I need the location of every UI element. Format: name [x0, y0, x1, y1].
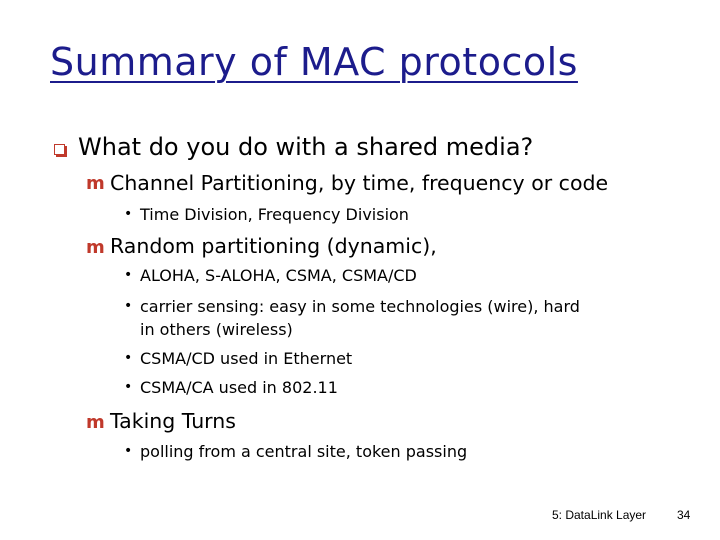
dot-bullet-icon: • — [124, 298, 133, 314]
sub-bullet-icon: m — [86, 173, 105, 194]
square-bullet-icon — [54, 144, 65, 155]
dot-bullet-icon: • — [124, 443, 133, 459]
section-heading-channel: Channel Partitioning, by time, frequency or code — [110, 171, 609, 195]
list-item: ALOHA, S-ALOHA, CSMA, CSMA/CD — [140, 266, 417, 285]
section-heading-random: Random partitioning (dynamic), — [110, 234, 437, 258]
dot-bullet-icon: • — [124, 379, 133, 395]
list-item: CSMA/CA used in 802.11 — [140, 378, 338, 397]
sub-bullet-icon: m — [86, 412, 105, 433]
list-item: polling from a central site, token passing — [140, 442, 468, 461]
dot-bullet-icon: • — [124, 350, 133, 366]
list-item: CSMA/CD used in Ethernet — [140, 349, 353, 368]
dot-bullet-icon: • — [124, 206, 133, 222]
list-item-continuation: in others (wireless) — [140, 320, 293, 339]
sub-bullet-icon: m — [86, 237, 105, 258]
dot-bullet-icon: • — [124, 267, 133, 283]
page-number: 34 — [677, 508, 691, 522]
slide-title: Summary of MAC protocols — [50, 40, 578, 84]
footer-label: 5: DataLink Layer — [552, 508, 647, 522]
list-item: Time Division, Frequency Division — [140, 205, 409, 224]
question-text: What do you do with a shared media? — [78, 133, 534, 161]
list-item: carrier sensing: easy in some technologies (wire), hard — [140, 297, 580, 316]
section-heading-turns: Taking Turns — [110, 409, 236, 433]
